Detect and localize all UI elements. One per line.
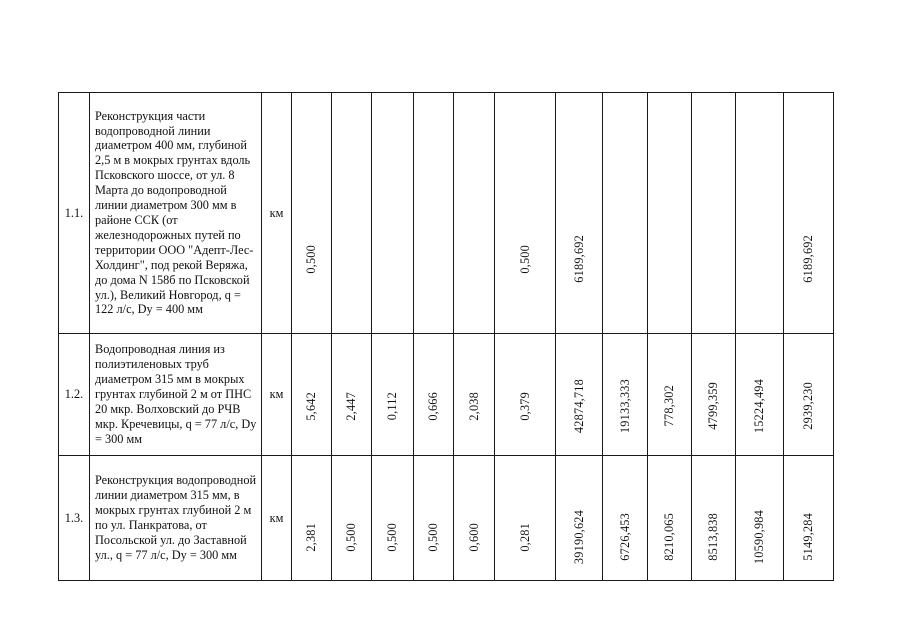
value-cell-11: [736, 334, 784, 456]
value-cell-9: [648, 456, 692, 581]
value-text: 8210,065: [662, 513, 677, 561]
value-cell-6: [495, 93, 556, 334]
value-cell-1: [292, 93, 332, 334]
value-cell-11: [736, 93, 784, 334]
value-cell-3: [372, 456, 414, 581]
value-text: 0,500: [304, 244, 319, 274]
row-number: 1.2.: [59, 334, 90, 456]
value-text: 778,302: [662, 385, 677, 427]
value-cell-7: [556, 334, 603, 456]
value-text: 5,642: [304, 391, 319, 421]
value-cell-10: [692, 334, 736, 456]
value-text: 2939,230: [801, 382, 816, 430]
value-text: 42874,718: [571, 379, 586, 434]
value-cell-1: [292, 334, 332, 456]
value-cell-8: [603, 334, 648, 456]
value-cell-11: [736, 456, 784, 581]
value-cell-10: [692, 93, 736, 334]
table-row: [59, 334, 834, 456]
value-text: 5149,284: [801, 513, 816, 561]
value-cell-6: [495, 334, 556, 456]
value-text: 0,500: [344, 522, 359, 552]
value-text: 8513,838: [706, 513, 721, 561]
value-text: 39190,624: [571, 510, 586, 565]
value-text: 0,500: [426, 522, 441, 552]
value-text: 0,112: [385, 391, 400, 421]
row-number: 1.1.: [59, 93, 90, 334]
table-row: [59, 456, 834, 581]
project-description: Реконструкция водопроводной линии диаметром 315 мм, в мокрых грунтах глубиной 2 м по ул. Панкратова, от Посольской ул. до Заставной ул., q = 77 л/с, Dy = 300 мм: [90, 456, 262, 581]
unit-cell: км: [262, 334, 292, 456]
unit-cell: км: [262, 456, 292, 581]
value-cell-12: [784, 93, 834, 334]
value-cell-5: [454, 456, 495, 581]
project-description: Реконструкция части водопроводной линии диаметром 400 мм, глубиной 2,5 м в мокрых грунтах вдоль Псковского шоссе, от ул. 8 Марта до водопроводной линии диаметром 300 мм в районе ССК (от железнодорожных путей по территории ООО "Адепт-Лес-Холдинг", под рекой Веряжа, до дома N 158б по Псковской ул.), Великий Новгород, q = 122 л/с, Dy = 400 мм: [90, 93, 262, 334]
value-cell-2: [332, 93, 372, 334]
value-cell-12: [784, 334, 834, 456]
value-cell-1: [292, 456, 332, 581]
value-cell-3: [372, 93, 414, 334]
value-text: 2,038: [466, 391, 481, 421]
value-text: 0,500: [385, 522, 400, 552]
value-cell-2: [332, 334, 372, 456]
value-text: 2,381: [304, 522, 319, 552]
value-text: 0,600: [466, 522, 481, 552]
value-text: 0,281: [517, 522, 532, 552]
value-text: 6189,692: [571, 235, 586, 283]
value-text: 15224,494: [752, 379, 767, 434]
value-text: 4799,359: [706, 382, 721, 430]
investment-program-table: [58, 92, 834, 581]
value-cell-9: [648, 334, 692, 456]
value-text: 0,666: [426, 391, 441, 421]
value-cell-5: [454, 93, 495, 334]
value-cell-7: [556, 93, 603, 334]
value-cell-2: [332, 456, 372, 581]
value-cell-4: [414, 93, 454, 334]
value-cell-8: [603, 456, 648, 581]
value-text: 10590,984: [752, 510, 767, 565]
unit-cell: км: [262, 93, 292, 334]
table-row: [59, 93, 834, 334]
value-cell-4: [414, 456, 454, 581]
value-text: 2,447: [344, 391, 359, 421]
table-body: [59, 93, 834, 581]
value-cell-8: [603, 93, 648, 334]
value-cell-5: [454, 334, 495, 456]
value-cell-7: [556, 456, 603, 581]
project-description: Водопроводная линия из полиэтиленовых труб диаметром 315 мм в мокрых грунтах глубиной 2 м от ПНС 20 мкр. Волховский до РЧВ мкр. Кречевицы, q = 77 л/с, Dy = 300 мм: [90, 334, 262, 456]
row-number: 1.3.: [59, 456, 90, 581]
value-cell-9: [648, 93, 692, 334]
value-cell-10: [692, 456, 736, 581]
value-cell-4: [414, 334, 454, 456]
value-text: 6726,453: [617, 513, 632, 561]
value-text: 19133,333: [617, 379, 632, 434]
value-cell-12: [784, 456, 834, 581]
value-text: 0,500: [517, 244, 532, 274]
value-text: 0,379: [517, 391, 532, 421]
value-text: 6189,692: [801, 235, 816, 283]
value-cell-6: [495, 456, 556, 581]
value-cell-3: [372, 334, 414, 456]
